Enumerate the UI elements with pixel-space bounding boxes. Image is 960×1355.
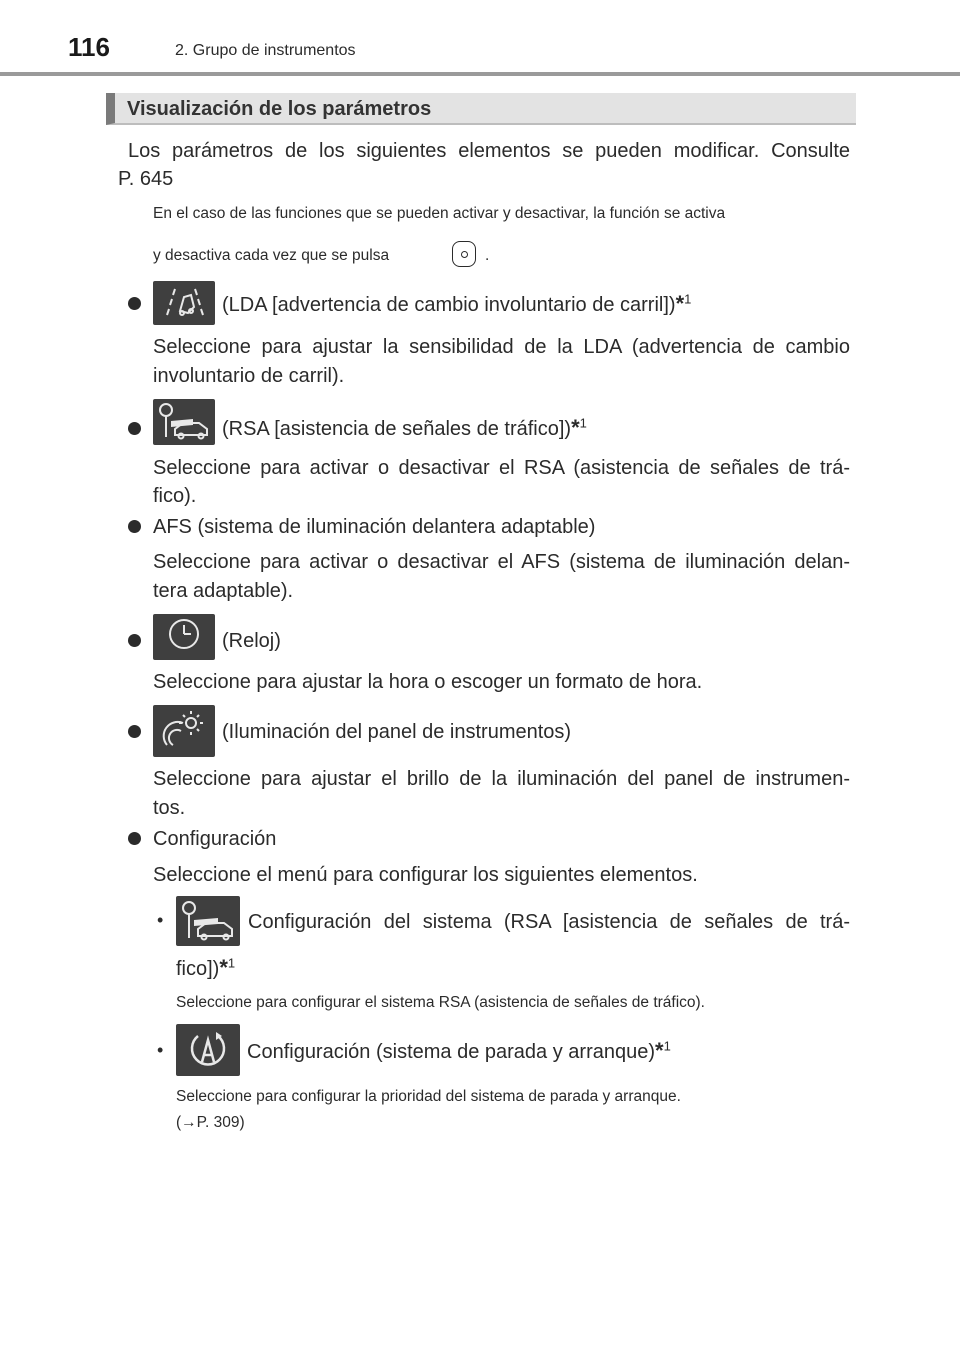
item-panel-desc-2: tos. <box>153 797 186 819</box>
subitem-stop-start-title <box>247 1037 671 1066</box>
item-rsa-desc-1: Seleccione para activar o desactivar el RSA (asistencia de señales de trá- <box>153 457 850 479</box>
sub-bullet: • <box>157 910 164 930</box>
note-line-2-end: . <box>485 247 490 264</box>
lda-icon <box>153 281 215 325</box>
bullet <box>128 422 141 435</box>
panel-brightness-icon <box>153 705 215 757</box>
note-line-1: En el caso de las funciones que se pueden activar y desactivar, la función se activa <box>153 205 726 222</box>
item-lda-desc-2: involuntario de carril). <box>153 365 345 387</box>
bullet <box>128 832 141 845</box>
item-lda-title-text: (LDA [advertencia de cambio involuntario de carril]) <box>222 294 676 316</box>
header-divider <box>0 72 960 76</box>
subitem-stop-start-desc-2[interactable]: (→P. 309) <box>176 1114 245 1131</box>
item-rsa-title <box>222 414 587 443</box>
item-afs-title: AFS (sistema de iluminación delantera adaptable) <box>153 516 596 538</box>
bullet <box>128 725 141 738</box>
item-lda-title <box>222 290 691 319</box>
item-rsa-title-text: (RSA [asistencia de señales de tráfico]) <box>222 418 572 440</box>
note-line-2: y desactiva cada vez que se pulsa <box>153 247 390 264</box>
bullet <box>128 297 141 310</box>
item-clock-title: (Reloj) <box>222 630 281 652</box>
subitem-stop-start-desc-1: Seleccione para configurar la prioridad del sistema de parada y arranque. <box>176 1088 681 1105</box>
subitem-rsa-line-2 <box>176 954 235 983</box>
item-panel-desc-1: Seleccione para ajustar el brillo de la iluminación del panel de instrumen- <box>153 768 850 790</box>
rsa-icon <box>176 896 240 946</box>
footnote-number: 1 <box>684 291 692 307</box>
footnote-number: 1 <box>579 415 587 431</box>
bullet <box>128 520 141 533</box>
subitem-rsa-line-2-text: fico]) <box>176 958 220 980</box>
footnote-ref: * <box>675 291 685 316</box>
chapter-title: 2. Grupo de instrumentos <box>175 42 356 59</box>
subitem-rsa-desc: Seleccione para configurar el sistema RSA (asistencia de señales de tráfico). <box>176 994 705 1011</box>
footnote-number: 1 <box>227 955 236 971</box>
item-panel-title: (Iluminación del panel de instrumentos) <box>222 721 572 743</box>
steering-switch-button-icon <box>452 241 476 267</box>
bullet <box>128 634 141 647</box>
section-title: Visualización de los parámetros <box>127 98 432 120</box>
stop-start-icon <box>176 1024 240 1076</box>
intro-line-1: Los parámetros de los siguientes elementos se pueden modificar. Consulte <box>128 140 850 162</box>
rsa-icon <box>153 399 215 445</box>
item-afs-desc-2: tera adaptable). <box>153 580 294 602</box>
section-heading-bar <box>106 93 856 125</box>
sub-bullet: • <box>157 1040 164 1060</box>
item-rsa-desc-2: fico). <box>153 485 197 507</box>
item-lda-desc-1: Seleccione para ajustar la sensibilidad de la LDA (advertencia de cambio <box>153 336 850 358</box>
page-number: 116 <box>68 32 110 62</box>
item-afs-desc-1: Seleccione para activar o desactivar el AFS (sistema de iluminación delan- <box>153 551 850 573</box>
item-clock-desc: Seleccione para ajustar la hora o escoger un formato de hora. <box>153 671 703 693</box>
clock-icon <box>153 614 215 660</box>
page-header <box>0 0 960 78</box>
subitem-rsa-line-1: Configuración del sistema (RSA [asistencia de señales de trá- <box>248 911 850 933</box>
item-config-title: Configuración <box>153 828 277 850</box>
subitem-stop-start-title-text: Configuración (sistema de parada y arranque) <box>247 1041 655 1063</box>
footnote-ref: * <box>219 955 228 980</box>
footnote-number: 1 <box>663 1038 671 1054</box>
intro-line-2: P. 645 <box>118 168 174 190</box>
footnote-ref: * <box>571 415 580 440</box>
item-config-desc: Seleccione el menú para configurar los siguientes elementos. <box>153 864 698 886</box>
footnote-ref: * <box>655 1038 664 1063</box>
